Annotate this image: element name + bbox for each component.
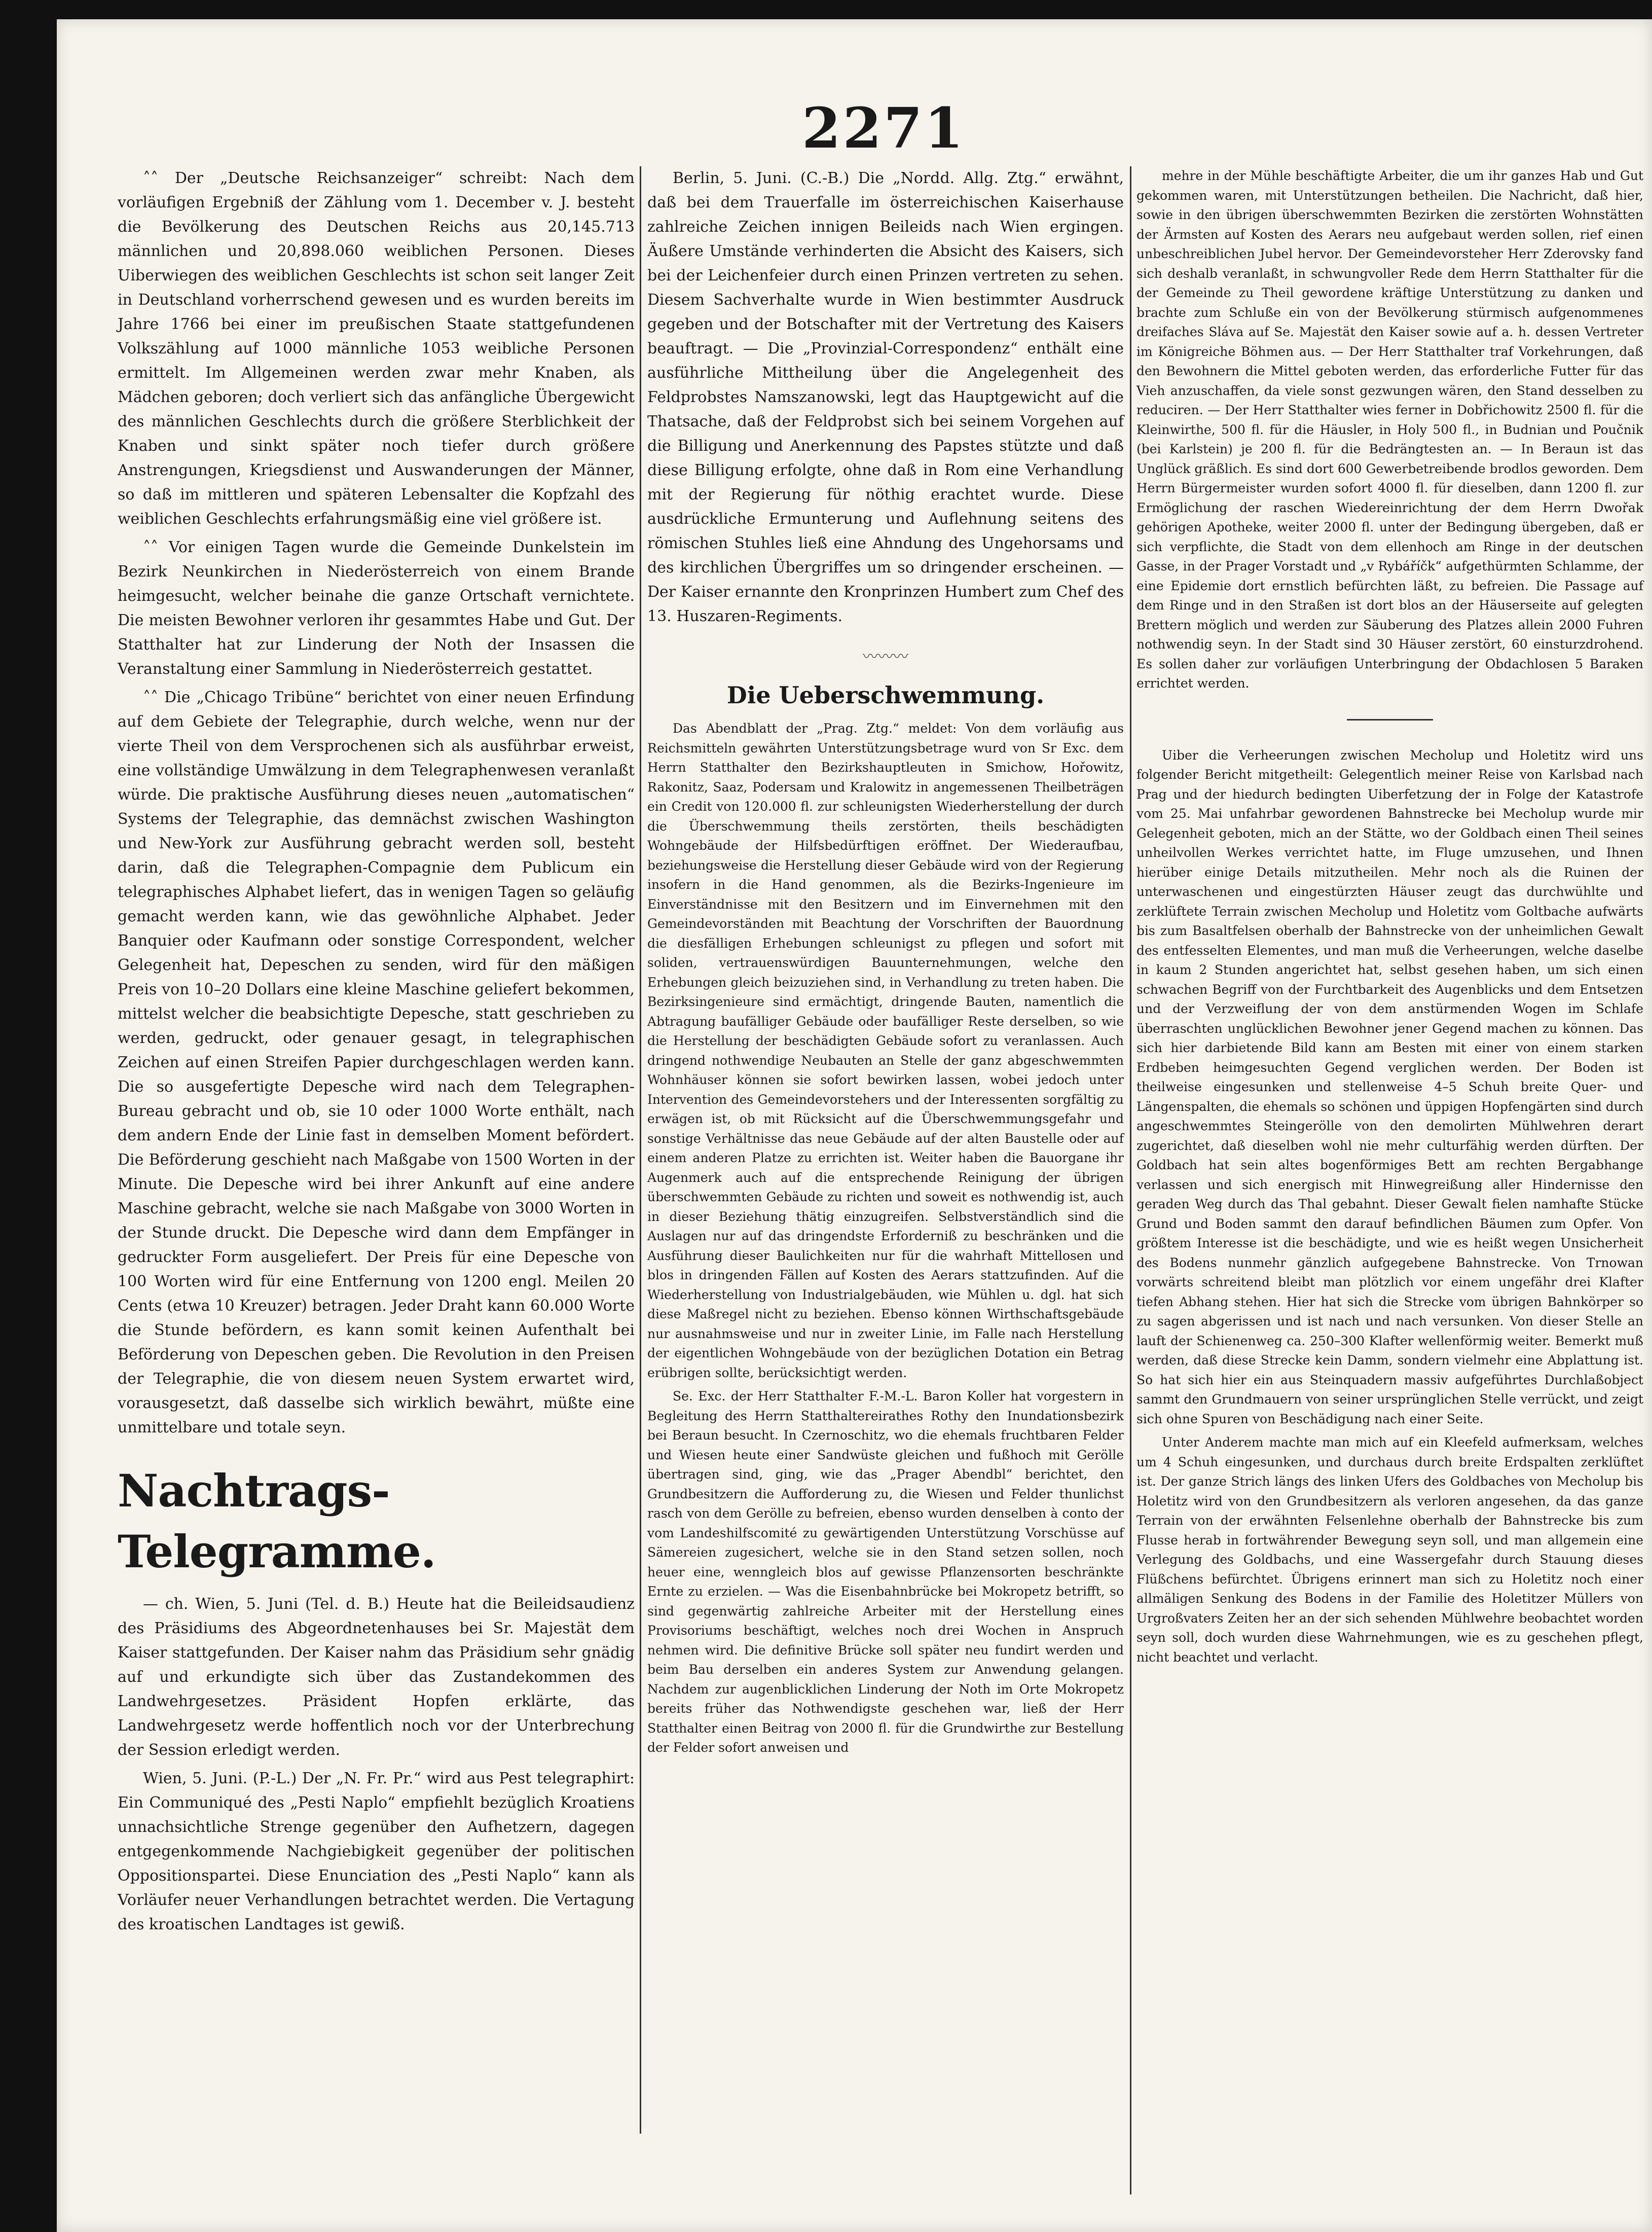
- article-mecholup: Uiber die Verheerungen zwischen Mecholup und Holetitz wird uns folgender Bericht mitgetheilt: Gelegentlich meiner Reise von Karlsbad nach Prag und der hiedurch bedingten Uiberfetzung der in Folge der Katastrofe vom 25. Mai unfahrbar gewordenen Bahnstrecke bei Mecholup wurde mir Gelegenheit geboten, mich an der Stätte, wo der Goldbach einen Theil seines unheilvollen Werkes verrichtet hatte, im Fluge umzusehen, und Ihnen hierüber einige Details mitzutheilen. Mehr noch als die Ruinen der unterwaschenen und eingestürzten Häuser zeugt das durchwühlte und zerklüftete Terrain zwischen Mecholup und Holetitz vom Goltbache aufwärts bis zum Basaltfelsen oberhalb der Bahnstrecke von der unheimlichen Gewalt des entfesselten Elementes, und man muß die Verheerungen, welche daselbe in kaum 2 Stunden angerichtet hat, selbst gesehen haben, um sich einen schwachen Begriff von der Furchtbarkeit des Augenblicks und dem Entsetzen und der Verzweiflung der von dem anstürmenden Wogen im Schlafe überraschten unglücklichen Bewohner jener Gegend machen zu können. Das sich hier darbietende Bild kann am Besten mit einer von einem starken Erdbeben heimgesuchten Gegend verglichen werden. Der Boden ist theilweise eingesunken und stellenweise 4–5 Schuh breite Quer- und Längenspalten, die ehemals so schönen und üppigen Hopfengärten sind durch angeschwemmtes Steingerölle von den demolirten Mühlwehren derart zugerichtet, daß dieselben wohl nie mehr culturfähig werden dürften. Der Goldbach hat sein altes bogenförmiges Bett am rechten Bergabhange verlassen und sich energisch mit Hinwegreißung aller Hindernisse den geraden Weg durch das Thal gebahnt. Dieser Gewalt fielen namhafte Stücke Grund und Boden sammt den darauf befindlichen Bäumen zum Opfer. Von größtem Interesse ist die beschädigte, und wie es heißt wegen Unsicherheit des Bodens nunmehr gänzlich aufgegebene Bahnstrecke. Von Trnowan vorwärts schreitend bleibt man plötzlich vor einem ungefähr drei Klafter tiefen Abhang stehen. Hier hat sich die Strecke vom übrigen Bahnkörper so zu sagen abgerissen und ist nach und nach versunken. Von dieser Stelle an lauft der Schienenweg ca. 250–300 Klafter wellenförmig weiter. Bemerkt muß werden, daß diese Strecke kein Damm, sondern vielmehr eine Abplattung ist. So hat sich hier ein aus Steinquadern massiv aufgeführtes Durchlaßobject sammt den Grundmauern von seiner ursprünglichen Stelle verrückt, und zeigt sich ohne Spuren von Beschädigung nach einer Seite.: [1136, 747, 1643, 1426]
- column-3: [1136, 166, 1643, 1671]
- article-berlin: Berlin, 5. Juni. (C.-B.) Die „Nordd. Allg. Ztg.“ erwähnt, daß bei dem Trauerfalle im österreichischen Kaiserhause zahlreiche Zeichen innigen Beileids nach Wien ergingen. Äußere Umstände verhinderten die Absicht des Kaisers, sich bei der Leichenfeier durch einen Prinzen vertreten zu sehen. Diesem Sachverhalte wurde in Wien bestimmter Ausdruck gegeben und der Botschafter mit der Vertretung des Kaisers beauftragt. — Die „Provinzial-Correspondenz“ enthält eine ausführliche Mittheilung über die Angelegenheit des Feldprobstes Namszanowski, legt das Hauptgewicht auf die Thatsache, daß der Feldprobst sich bei seinem Vorgehen auf die Billigung und Anerkennung des Papstes stützte und daß diese Billigung erfolgte, ohne daß in Rom eine Verhandlung mit der Regierung für nöthig erachtet wurde. Diese ausdrückliche Ermunterung und Auflehnung seitens des römischen Stuhles ließ eine Ahndung des Ungehorsams und des kirchlichen Übergriffes um so dringender erscheinen. — Der Kaiser ernannte den Kronprinzen Humbert zum Chef des 13. Huszaren-Regiments.: [647, 169, 1124, 625]
- article-flood-continued: mehre in der Mühle beschäftigte Arbeiter, die um ihr ganzes Hab und Gut gekommen waren, mit Unterstützungen betheilen. Die Nachricht, daß hier, sowie in den übrigen überschwemmten Bezirken die zerstörten Wohnstätten der Ärmsten auf Kosten des Aerars neu aufgebaut werden sollen, rief einen unbeschreiblichen Jubel hervor. Der Gemeindevorsteher Herr Zderovsky fand sich deshalb veranlaßt, in schwungvoller Rede dem Herrn Statthalter für die der Gemeinde zu Theil gewordene kräftige Unterstützung zu danken und brachte zum Schluße ein von der Bevölkerung stürmisch aufgenommenes dreifaches Sláva auf Se. Majestät den Kaiser sowie auf a. h. dessen Vertreter im Königreiche Böhmen aus. — Der Herr Statthalter traf Vorkehrungen, daß den Bewohnern die Mittel geboten werden, das erforderliche Futter für das Vieh anzuschaffen, da viele sonst gezwungen wären, den Stand desselben zu reduciren. — Der Herr Statthalter wies ferner in Dobřichowitz 2500 fl. für die Kleinwirthe, 500 fl. für die Häusler, in Holy 500 fl., in Budnian und Poučnik (bei Karlstein) je 200 fl. für die Bedrängtesten an. — In Beraun ist das Unglück gräßlich. Es sind dort 600 Gewerbetreibende brodlos geworden. Dem Herrn Bürgermeister wurden sofort 4000 fl. für dieselben, dann 1200 fl. zur Ermöglichung der raschen Wiedereinrichtung der dem Herrn Dwořak gehörigen Apotheke, weiter 2000 fl. unter der Bedingung übergeben, daß er sich verpflichte, die Stadt von dem ellenhoch am Ringe in der deutschen Gasse, in der Prager Vorstadt und „v Rybáříčk“ aufgethürmten Schlamme, der eine Epidemie dort ernstlich befürchten läßt, zu befreien. Die Passage auf dem Ringe und in den Straßen ist dort blos an der Häuserseite auf gelegten Brettern möglich und werden zur Säuberung des Platzes allein 2000 Fuhren nothwendig seyn. In der Stadt sind 30 Häuser zerstört, 60 einsturzdrohend. Es sollen daher zur vorläufigen Unterbringung der Obdachlosen 5 Baraken errichtet werden.: [1136, 168, 1643, 691]
- article-flood-prag: Das Abendblatt der „Prag. Ztg.“ meldet: Von dem vorläufig aus Reichsmitteln gewährten Unterstützungsbetrage wurd von Sr Exc. dem Herrn Statthalter den Bezirkshauptleuten in Smichow, Hořowitz, Rakonitz, Saaz, Podersam und Kralowitz in angemessenen Theilbeträgen ein Credit von 120.000 fl. zur schleunigsten Wiederherstellung der durch die Überschwemmung theils zerstörten, theils beschädigten Wohngebäude der Hilfsbedürftigen eröffnet. Der Wiederaufbau, beziehungsweise die Herstellung dieser Gebäude wird von der Regierung insofern in die Hand genommen, als die Bezirks-Ingenieure im Einverständnisse mit den Besitzern und im Einvernehmen mit den Gemeindevorständen mit Beachtung der Vorschriften der Bauordnung die diesfälligen Erhebungen schleunigst zu pflegen und sofort mit soliden, vertrauenswürdigen Bauunternehmungen, welche den Erhebungen gleich beizuziehen sind, in Verhandlung zu treten haben. Die Bezirksingenieure sind ermächtigt, dringende Bauten, namentlich die Abtragung baufälliger Gebäude oder baufälliger Reste derselben, so wie die Herstellung der beschädigten Gebäude sofort zu veranlassen. Auch dringend nothwendige Neubauten an Stelle der ganz abgeschwemmten Wohnhäuser können sie sofort bewirken lassen, wobei jedoch unter Intervention des Gemeindevorstehers und der Interessenten sorgfältig zu erwägen ist, ob mit Rücksicht auf die Überschwemmungsgefahr und sonstige Verhältnisse das neue Gebäude auf der alten Baustelle oder auf einem anderen Platze zu errichten ist. Weiter haben die Bauorgane ihr Augenmerk auch auf die entsprechende Reinigung der übrigen überschwemmten Gebäude zu richten und soweit es nothwendig ist, auch in dieser Beziehung thätig einzugreifen. Selbstverständlich sind die Auslagen nur auf das dringendste Erforderniß zu beschränken und die Ausführung dieser Baulichkeiten nur für die wahrhaft Mittellosen und blos in dringenden Fällen auf Kosten des Aerars stattzufinden. Auf die Wiederherstellung von Industrialgebäuden, wie Mühlen u. dgl. hat sich diese Maßregel nicht zu beziehen. Ebenso können Wirthschaftsgebäude nur ausnahmsweise und nur in zweiter Linie, im Falle nach Herstellung der eigentlichen Wohngebäude von der bezüglichen Dotation ein Betrag erübrigen sollte, berücksichtigt werden.: [647, 721, 1124, 1380]
- section-headline-telegrams: Nachtrags-Telegramme.: [118, 1464, 436, 1578]
- telegram-wien-1: — ch. Wien, 5. Juni (Tel. d. B.) Heute hat die Beileidsaudienz des Präsidiums des Abgeordnetenhauses bei Sr. Majestät dem Kaiser stattgefunden. Der Kaiser nahm das Präsidium sehr gnädig auf und erkundigte sich über das Zustandekommen des Landwehrgesetzes. Präsident Hopfen erklärte, das Landwehrgesetz werde hoffentlich noch vor der Unterbrechung der Session erledigt werden.: [118, 1595, 635, 1759]
- page-number: 2271: [802, 95, 966, 161]
- article-kleefeld: Unter Anderem machte man mich auf ein Kleefeld aufmerksam, welches um 4 Schuh eingesunken, und durchaus durch breite Erdspalten zerklüftet ist. Der ganze Strich längs des linken Ufers des Goldbaches von Mecholup bis Holetitz wird von den Grundbesitzern als verloren angesehen, da das ganze Terrain von der erwähnten Felsenlehne oberhalb der Bahnstrecke bis zum Flusse herab in fortwährender Bewegung seyn soll, und man allgemein eine Verlegung des Goldbachs, und eine Wassergefahr durch Stauung dieses Flüßchens befürchtet. Übrigens erinnert man sich zu Holetitz noch einer allmäligen Senkung des Bodens in der Familie des Holetitzer Müllers von Urgroßvaters Zeiten her an der sich sehenden Mühlwehre beobachtet worden seyn soll, doch wurden diese Wahrnehmungen, wie es zu geschehen pflegt, nicht beachtet und verlacht.: [1136, 1435, 1643, 1665]
- article-reichsanzeiger: ˄˄ Der „Deutsche Reichsanzeiger“ schreibt: Nach dem vorläufigen Ergebniß der Zählung vom 1. December v. J. besteht die Bevölkerung des Deutschen Reichs aus 20,145.713 männlichen und 20,898.060 weiblichen Personen. Dieses Uiberwiegen des weiblichen Geschlechts ist schon seit langer Zeit in Deutschland vorherrschend gewesen und es wurden bereits im Jahre 1766 bei einer im preußischen Staate stattgefundenen Volkszählung auf 1000 männliche 1053 weibliche Personen ermittelt. Im Allgemeinen werden zwar mehr Knaben, als Mädchen geboren; doch verliert sich das anfängliche Übergewicht des männlichen Geschlechts durch die größere Sterblichkeit der Knaben und sinkt später noch tiefer durch größere Anstrengungen, Kriegsdienst und Auswanderungen der Männer, so daß im mittleren und späteren Lebensalter die Kopfzahl des weiblichen Geschlechts erfahrungsmäßig eine viel größere ist.: [118, 169, 635, 528]
- newspaper-page: [57, 19, 1652, 2232]
- telegram-wien-2: Wien, 5. Juni. (P.-L.) Der „N. Fr. Pr.“ wird aus Pest telegraphirt: Ein Communiqué des „Pesti Naplo“ empfiehlt bezüglich Kroatiens unnachsichtliche Strenge gegenüber den Aufhetzern, dagegen entgegenkommende Nachgiebigkeit gegenüber der politischen Oppositionspartei. Diese Enunciation des „Pesti Naplo“ kann als Vorläufer neuer Verhandlungen betrachtet werden. Die Vertagung des kroatischen Landtages ist gewiß.: [118, 1770, 635, 1933]
- column-divider: [1130, 166, 1131, 2194]
- article-separator: [1347, 719, 1433, 721]
- column-1: [118, 166, 635, 1941]
- article-dunkelstein: ˄˄ Vor einigen Tagen wurde die Gemeinde Dunkelstein im Bezirk Neunkirchen in Niederösterreich von einem Brande heimgesucht, welcher beinahe die ganze Ortschaft vernichtete. Die meisten Bewohner verloren ihr gesammtes Habe und Gut. Der Statthalter hat zur Linderung der Noth der Insassen die Veranstaltung einer Sammlung in Niederösterreich gestattet.: [118, 538, 635, 678]
- article-flood-koller: Se. Exc. der Herr Statthalter F.-M.-L. Baron Koller hat vorgestern in Begleitung des Herrn Statthaltereirathes Rothy den Inundationsbezirk bei Beraun besucht. In Czernoschitz, wo die ehemals fruchtbaren Felder und Wiesen heute einer Sandwüste gleichen und fußhoch mit Gerölle übertragen sind, ging, wie das „Prager Abendbl“ berichtet, den Grundbesitzern die Aufforderung zu, die Wiesen und Felder thunlichst rasch von dem Gerölle zu befreien, ebenso wurden denselben à conto der vom Landeshilfscomité zu gewärtigenden Unterstützung Vorschüsse auf Sämereien zugesichert, welche sie in den Stand setzen sollen, noch heuer eine, wenngleich blos auf gewisse Pflanzensorten beschränkte Ernte zu erzielen. — Was die Eisenbahnbrücke bei Mokropetz betrifft, so sind gegenwärtig zahlreiche Arbeiter mit der Herstellung eines Provisoriums beschäftigt, welches noch drei Wochen in Anspruch nehmen wird. Die definitive Brücke soll später neu fundirt werden und beim Bau derselben ein anderes System zur Anwendung gelangen. Nachdem zur augenblicklichen Linderung der Noth im Orte Mokropetz bereits früher das Nothwendigste geschehen war, ließ der Herr Statthalter einen Beitrag von 2000 fl. für die Grundwirthe zur Bestellung der Felder sofort anweisen und: [647, 1389, 1124, 1755]
- column-divider: [640, 166, 641, 2134]
- article-chicago-tribune: ˄˄ Die „Chicago Tribüne“ berichtet von einer neuen Erfindung auf dem Gebiete der Telegraphie, durch welche, wenn nur der vierte Theil von dem Versprochenen sich als ausführbar erweist, eine vollständige Umwälzung in dem Telegraphenwesen veranlaßt würde. Die praktische Ausführung dieses neuen „automatischen“ Systems der Telegraphie, das demnächst zwischen Washington und New-York zur Ausführung gebracht werden soll, besteht darin, daß die Telegraphen-Compagnie dem Publicum ein telegraphisches Alphabet liefert, das in wenigen Tagen so geläufig gemacht werden kann, wie das gewöhnliche Alphabet. Jeder Banquier oder Kaufmann oder sonstige Correspondent, welcher Gelegenheit hat, Depeschen zu senden, wird für den mäßigen Preis von 10–20 Dollars eine kleine Maschine geliefert bekommen, mittelst welcher die beabsichtigte Depesche, statt geschrieben zu werden, gedruckt, oder genauer gesagt, in telegraphischen Zeichen auf einen Streifen Papier durchgeschlagen werden kann. Die so ausgefertigte Depesche wird nach dem Telegraphen-Bureau gebracht und ob, sie 10 oder 1000 Worte enthält, nach dem andern Ende der Linie fast in demselben Moment befördert. Die Beförderung geschieht nach Maßgabe von 1500 Worten in der Minute. Die Depesche wird bei ihrer Ankunft auf eine andere Maschine gebracht, welche sie nach Maßgabe von 3000 Worten in der Stunde druckt. Die Depesche wird dann dem Empfänger in gedruckter Form ausgeliefert. Der Preis für eine Depesche von 100 Worten wird für eine Entfernung von 1200 engl. Meilen 20 Cents (etwa 10 Kreuzer) betragen. Jeder Draht kann 60.000 Worte die Stunde befördern, es kann somit keinen Aufenthalt bei Beförderung von Depeschen geben. Die Revolution in den Preisen der Telegraphie, die von diesem neuen System erwartet wird, vorausgesetzt, daß dasselbe sich wirklich bewährt, müßte eine unmittelbare und totale seyn.: [118, 689, 635, 1436]
- column-2: [647, 166, 1124, 1762]
- section-divider: 〰〰〰: [863, 648, 908, 666]
- section-headline-flood: Die Ueberschwemmung.: [726, 681, 1045, 709]
